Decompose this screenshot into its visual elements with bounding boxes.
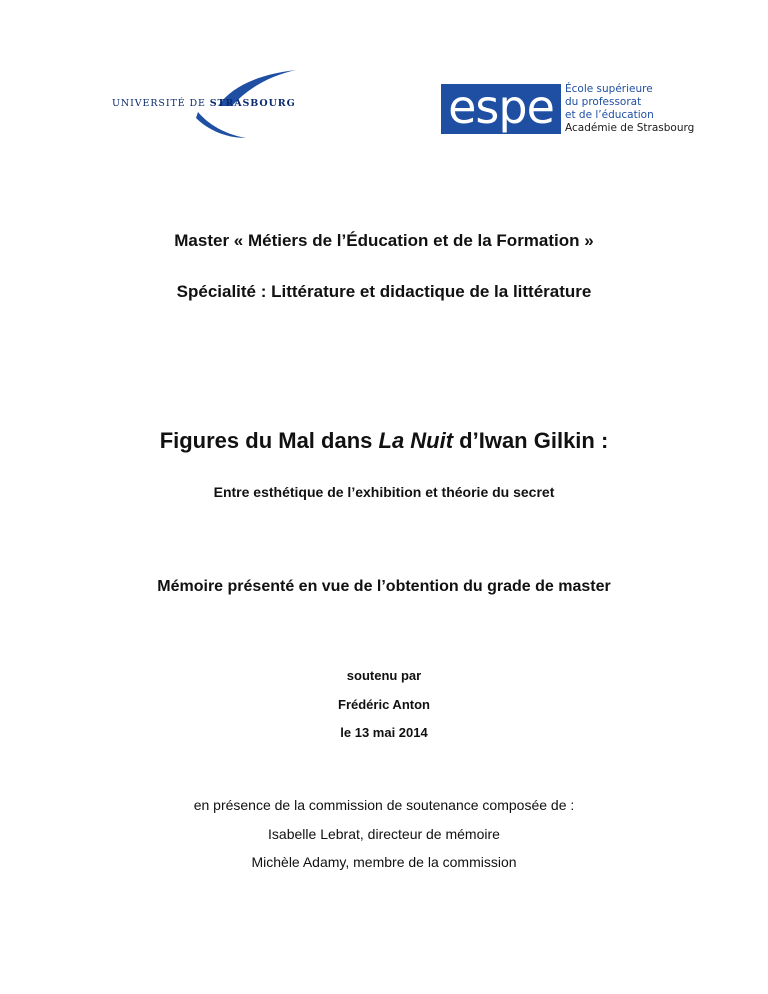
committee-member: Isabelle Lebrat, directeur de mémoire	[268, 826, 500, 842]
master-title: Master « Métiers de l’Éducation et de la Formation »	[174, 231, 594, 250]
unistra-text-strong: STRASBOURG	[209, 98, 296, 109]
thesis-title-before: Figures du Mal dans	[159, 428, 379, 453]
author-name: Frédéric Anton	[338, 697, 430, 712]
committee-intro: en présence de la commission de soutenance composée de :	[193, 797, 575, 813]
universite-strasbourg-wordmark	[112, 98, 296, 109]
thesis-title	[0, 428, 768, 454]
universite-strasbourg-logo	[100, 68, 315, 140]
thesis-title-after: d’Iwan Gilkin :	[453, 428, 609, 453]
espe-caption	[565, 83, 694, 135]
espe-caption-line-1: École supérieure	[565, 83, 653, 95]
defended-by-label: soutenu par	[346, 668, 422, 683]
espe-caption-line-4: Académie de Strasbourg	[565, 122, 695, 134]
thesis-subtitle: Entre esthétique de l’exhibition et théorie du secret	[213, 484, 555, 500]
espe-wordmark: espe	[441, 84, 561, 134]
specialty-line: Spécialité : Littérature et didactique de la littérature	[176, 282, 592, 301]
espe-caption-line-3: et de l’éducation	[565, 109, 654, 121]
espe-caption-line-2: du professorat	[565, 96, 642, 108]
defense-date: le 13 mai 2014	[340, 725, 428, 740]
unistra-text-prefix: UNIVERSITÉ DE	[112, 98, 210, 109]
memoire-statement: Mémoire présenté en vue de l’obtention du grade de master	[157, 578, 611, 595]
espe-logo	[441, 80, 701, 136]
committee-member: Michèle Adamy, membre de la commission	[251, 854, 517, 870]
thesis-title-italic: La Nuit	[378, 428, 454, 453]
